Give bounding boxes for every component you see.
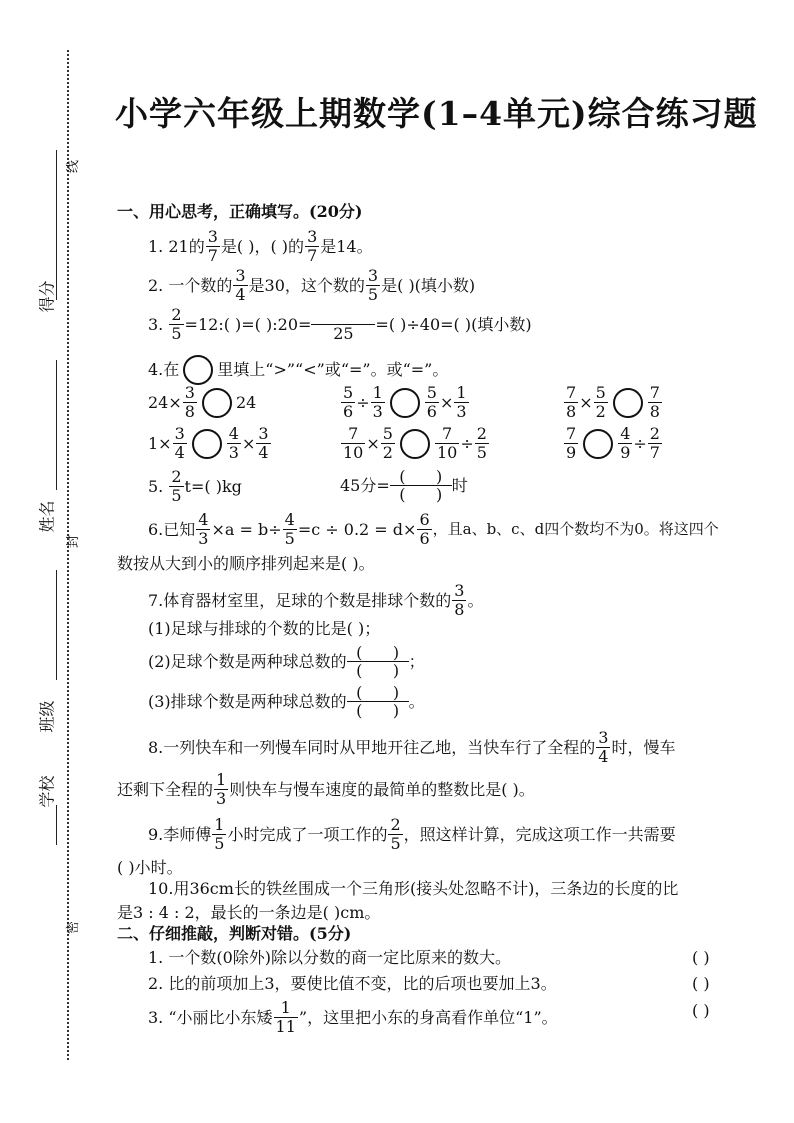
text-segment: ( ) bbox=[399, 485, 443, 504]
text-segment: 学校 bbox=[37, 775, 57, 808]
q9 bbox=[148, 817, 676, 852]
seal-char-seal bbox=[65, 532, 82, 551]
numerator: 1 bbox=[274, 1000, 298, 1018]
fraction bbox=[475, 426, 489, 461]
text-segment: ÷ bbox=[633, 433, 647, 453]
text-segment: 是30，这个数的 bbox=[248, 275, 365, 295]
text-segment: ÷ bbox=[356, 392, 370, 412]
denominator: 6 bbox=[419, 529, 430, 548]
text-segment: 7.体育器材室里，足球的个数是排球个数的 bbox=[148, 590, 452, 610]
denominator: 5 bbox=[214, 834, 225, 853]
denominator: 10 bbox=[436, 443, 458, 462]
seal-char-line bbox=[65, 157, 82, 176]
numerator: 4 bbox=[228, 424, 239, 443]
denominator: 3 bbox=[456, 402, 467, 421]
fraction bbox=[341, 426, 365, 461]
denominator: 9 bbox=[566, 443, 577, 462]
school-underline bbox=[56, 805, 57, 845]
fraction bbox=[594, 385, 608, 420]
numerator: 6 bbox=[419, 510, 430, 529]
text-segment: 1. 21的 bbox=[148, 236, 205, 256]
fraction bbox=[452, 583, 466, 618]
numerator: 3 bbox=[307, 227, 318, 246]
text-segment: 2. 一个数的 bbox=[148, 275, 233, 295]
fraction bbox=[283, 512, 297, 547]
q5-time bbox=[340, 469, 468, 503]
compare-circle[interactable] bbox=[192, 429, 222, 459]
q4-row1-c bbox=[563, 385, 663, 420]
text-segment: × bbox=[366, 433, 380, 453]
denominator: 11 bbox=[275, 1017, 296, 1036]
text-segment: ( ) bbox=[356, 683, 400, 702]
numerator: 7 bbox=[566, 424, 577, 443]
text-segment: 姓名 bbox=[37, 500, 57, 533]
q7-part3 bbox=[148, 685, 425, 719]
denominator: 2 bbox=[595, 402, 606, 421]
fraction bbox=[417, 512, 431, 547]
q3 bbox=[148, 307, 532, 342]
numerator: 7 bbox=[566, 383, 577, 402]
q8 bbox=[148, 730, 675, 765]
denominator: 4 bbox=[258, 443, 269, 462]
numerator: 3 bbox=[174, 424, 185, 443]
numerator: 1 bbox=[372, 383, 383, 402]
fraction bbox=[596, 730, 610, 765]
numerator: 3 bbox=[454, 581, 465, 600]
s2-item3 bbox=[148, 1000, 558, 1035]
score-underline bbox=[56, 150, 57, 300]
fraction bbox=[196, 512, 210, 547]
denominator: 5 bbox=[367, 285, 379, 304]
text-segment: 45分= bbox=[340, 476, 390, 495]
numerator: 2 bbox=[649, 424, 660, 443]
text-segment: × bbox=[241, 433, 256, 453]
text-segment bbox=[311, 308, 375, 324]
q5 bbox=[148, 469, 242, 504]
blank-fraction bbox=[347, 645, 409, 679]
q7-part1: (1)足球与排球的个数的比是( )； bbox=[148, 619, 381, 638]
text-segment: ( ) bbox=[356, 661, 400, 680]
fraction bbox=[233, 268, 247, 303]
numerator: 2 bbox=[390, 815, 401, 834]
denominator: 5 bbox=[390, 834, 401, 853]
denominator: 3 bbox=[198, 529, 209, 548]
compare-circle[interactable] bbox=[613, 388, 643, 418]
numerator: 4 bbox=[620, 424, 631, 443]
compare-circle[interactable] bbox=[390, 388, 420, 418]
text-segment: 。 bbox=[467, 590, 484, 610]
text-segment: 班级 bbox=[37, 700, 57, 733]
s2-item1-answer-bracket[interactable]: ( ) bbox=[692, 948, 710, 967]
text-segment: 25 bbox=[333, 323, 354, 343]
fraction bbox=[366, 268, 380, 303]
denominator: 5 bbox=[476, 443, 487, 462]
q9-line2: ( )小时。 bbox=[117, 858, 183, 877]
text-segment: ，且a、b、c、d四个数均不为0。将这四个 bbox=[432, 520, 719, 538]
numerator: 2 bbox=[171, 305, 182, 324]
numerator: 3 bbox=[258, 424, 269, 443]
q4-row2-b bbox=[340, 426, 490, 461]
text-segment: 3. bbox=[148, 314, 164, 334]
text-segment: 3. “小丽比小东矮 bbox=[148, 1007, 273, 1027]
s2-item1: 1. 一个数(0除外)除以分数的商一定比原来的数大。 bbox=[148, 948, 512, 967]
q4-row2-a bbox=[148, 426, 272, 461]
q2 bbox=[148, 268, 475, 303]
q4-row2-c bbox=[563, 426, 663, 461]
blank-fraction bbox=[347, 685, 409, 719]
fraction bbox=[381, 426, 395, 461]
fraction bbox=[274, 1000, 298, 1035]
q8-line2 bbox=[117, 772, 535, 807]
blank-fraction bbox=[311, 308, 375, 342]
text-segment: 里填上“>”“<”或“=”。或“=”。 bbox=[217, 360, 449, 379]
text-segment: =( )÷40=( )(填小数) bbox=[375, 314, 532, 334]
numerator: 5 bbox=[343, 383, 354, 402]
numerator: 3 bbox=[598, 728, 609, 747]
text-segment: 是14。 bbox=[320, 236, 373, 256]
text-segment: =12:( )=( ):20= bbox=[184, 314, 312, 334]
q6 bbox=[148, 512, 719, 547]
fraction bbox=[341, 385, 355, 420]
text-segment: 9.李师傅 bbox=[148, 824, 212, 844]
fraction bbox=[305, 229, 319, 264]
text-segment: 时 bbox=[451, 476, 468, 495]
fraction bbox=[206, 229, 220, 264]
fraction bbox=[169, 469, 183, 504]
numerator: 3 bbox=[367, 266, 379, 285]
text-segment: ( ) bbox=[356, 701, 400, 720]
side-label-class bbox=[30, 700, 62, 733]
binding-dotted-line bbox=[67, 50, 69, 1060]
compare-circle[interactable] bbox=[202, 388, 232, 418]
denominator: 5 bbox=[171, 324, 182, 343]
text-segment: 封 bbox=[66, 534, 82, 549]
q7-part2 bbox=[148, 645, 425, 679]
numerator: 3 bbox=[207, 227, 218, 246]
numerator: 3 bbox=[184, 383, 195, 402]
text-segment: ( ) bbox=[399, 467, 443, 486]
text-segment: 还剩下全程的 bbox=[117, 779, 214, 799]
section1-header: 一、用心思考，正确填写。(20分) bbox=[117, 202, 363, 221]
fraction bbox=[425, 385, 439, 420]
text-segment: 8.一列快车和一列慢车同时从甲地开往乙地，当快车行了全程的 bbox=[148, 737, 596, 757]
numerator: 5 bbox=[595, 383, 606, 402]
side-label-score bbox=[30, 280, 62, 313]
denominator: 3 bbox=[216, 789, 227, 808]
text-segment: 则快车与慢车速度的最简单的整数比是( )。 bbox=[229, 779, 535, 799]
denominator: 7 bbox=[649, 443, 660, 462]
denominator: 5 bbox=[284, 529, 295, 548]
text-segment: ； bbox=[408, 652, 425, 671]
numerator: 7 bbox=[435, 426, 459, 444]
q4-header bbox=[148, 355, 448, 385]
numerator: 2 bbox=[476, 424, 487, 443]
q1 bbox=[148, 229, 373, 264]
denominator: 6 bbox=[343, 402, 354, 421]
fraction bbox=[618, 426, 632, 461]
q7 bbox=[148, 583, 483, 618]
compare-circle[interactable] bbox=[400, 429, 430, 459]
q4-row1-b bbox=[340, 385, 470, 420]
numerator: 1 bbox=[214, 815, 225, 834]
denominator: 8 bbox=[454, 600, 465, 619]
q6-line2: 数按从大到小的顺序排列起来是( )。 bbox=[117, 554, 375, 573]
fraction bbox=[256, 426, 270, 461]
numerator: 2 bbox=[171, 467, 182, 486]
text-segment: 小时完成了一项工作的 bbox=[227, 824, 388, 844]
numerator: 4 bbox=[284, 510, 295, 529]
class-underline bbox=[56, 570, 57, 680]
numerator: 1 bbox=[456, 383, 467, 402]
numerator: 7 bbox=[341, 426, 365, 444]
text-segment: t=( )kg bbox=[184, 476, 242, 496]
side-label-name bbox=[30, 500, 62, 533]
blank-fraction bbox=[390, 469, 452, 503]
denominator: 6 bbox=[426, 402, 437, 421]
compare-circle[interactable] bbox=[583, 429, 613, 459]
q4-row1-a bbox=[148, 385, 256, 420]
text-segment: × bbox=[579, 392, 593, 412]
text-segment: 密 bbox=[66, 920, 82, 935]
denominator: 8 bbox=[184, 402, 195, 421]
s2-item3-answer-bracket[interactable]: ( ) bbox=[692, 1001, 710, 1020]
text-segment: 24 bbox=[235, 392, 257, 412]
fraction bbox=[564, 426, 578, 461]
text-segment: 是( )(填小数) bbox=[381, 275, 476, 295]
denominator: 8 bbox=[566, 402, 577, 421]
s2-item2: 2. 比的前项加上3，要使比值不变，比的后项也要加上3。 bbox=[148, 974, 557, 993]
text-segment: 。 bbox=[408, 692, 425, 711]
section2-header: 二、仔细推敲，判断对错。(5分) bbox=[117, 924, 352, 943]
text-segment: 是( )，( )的 bbox=[220, 236, 305, 256]
q10-line2: 是3 : 4 : 2，最长的一条边是( )cm。 bbox=[117, 903, 381, 922]
q10-line1: 10.用36cm长的铁丝围成一个三角形(接头处忽略不计)，三条边的长度的比 bbox=[148, 879, 679, 898]
numerator: 3 bbox=[235, 266, 246, 285]
fraction bbox=[214, 772, 228, 807]
text-segment: =c ÷ 0.2 = d× bbox=[297, 519, 417, 539]
text-segment: (3)排球个数是两种球总数的 bbox=[148, 692, 347, 711]
text-segment: 1× bbox=[148, 433, 172, 453]
page-title: 小学六年级上期数学(1–4单元)综合练习题 bbox=[115, 94, 758, 133]
text-segment: 5. bbox=[148, 476, 164, 496]
fraction bbox=[227, 426, 241, 461]
text-segment: ÷ bbox=[460, 433, 474, 453]
text-segment: ”，这里把小东的身高看作单位“1”。 bbox=[298, 1007, 558, 1027]
fraction bbox=[435, 426, 459, 461]
fraction bbox=[648, 385, 662, 420]
denominator: 2 bbox=[382, 443, 393, 462]
denominator: 10 bbox=[343, 443, 364, 462]
text-segment: 24× bbox=[148, 392, 182, 412]
denominator: 5 bbox=[171, 486, 182, 505]
numerator: 4 bbox=[198, 510, 209, 529]
fraction bbox=[388, 817, 402, 852]
denominator: 3 bbox=[372, 402, 383, 421]
text-segment: × bbox=[439, 392, 454, 412]
name-underline bbox=[56, 360, 57, 490]
denominator: 8 bbox=[649, 402, 660, 421]
fraction bbox=[173, 426, 187, 461]
denominator: 9 bbox=[620, 443, 631, 462]
text-segment: 得分 bbox=[37, 280, 57, 313]
denominator: 7 bbox=[207, 246, 218, 265]
numerator: 5 bbox=[426, 383, 437, 402]
fraction bbox=[169, 307, 183, 342]
fraction bbox=[648, 426, 662, 461]
text-segment: (2)足球个数是两种球总数的 bbox=[148, 652, 347, 671]
compare-circle[interactable] bbox=[183, 355, 213, 385]
denominator: 4 bbox=[235, 285, 246, 304]
fraction bbox=[564, 385, 578, 420]
text-segment: ，照这样计算，完成这项工作一共需要 bbox=[403, 824, 676, 844]
numerator: 7 bbox=[649, 383, 660, 402]
denominator: 3 bbox=[228, 443, 239, 462]
fraction bbox=[212, 817, 226, 852]
text-segment: 线 bbox=[66, 159, 82, 174]
s2-item2-answer-bracket[interactable]: ( ) bbox=[692, 974, 710, 993]
seal-char-secret bbox=[65, 918, 82, 937]
text-segment: 时，慢车 bbox=[611, 737, 676, 757]
text-segment: ×a = b÷ bbox=[211, 519, 282, 539]
fraction bbox=[371, 385, 385, 420]
side-label-school bbox=[30, 775, 62, 808]
numerator: 1 bbox=[216, 770, 227, 789]
denominator: 4 bbox=[598, 747, 609, 766]
text-segment: 6.已知 bbox=[148, 519, 196, 539]
fraction bbox=[183, 385, 197, 420]
numerator: 5 bbox=[382, 424, 393, 443]
text-segment: ( ) bbox=[356, 643, 400, 662]
denominator: 4 bbox=[174, 443, 185, 462]
fraction bbox=[454, 385, 468, 420]
denominator: 7 bbox=[307, 246, 318, 265]
text-segment: 4.在 bbox=[148, 360, 180, 379]
